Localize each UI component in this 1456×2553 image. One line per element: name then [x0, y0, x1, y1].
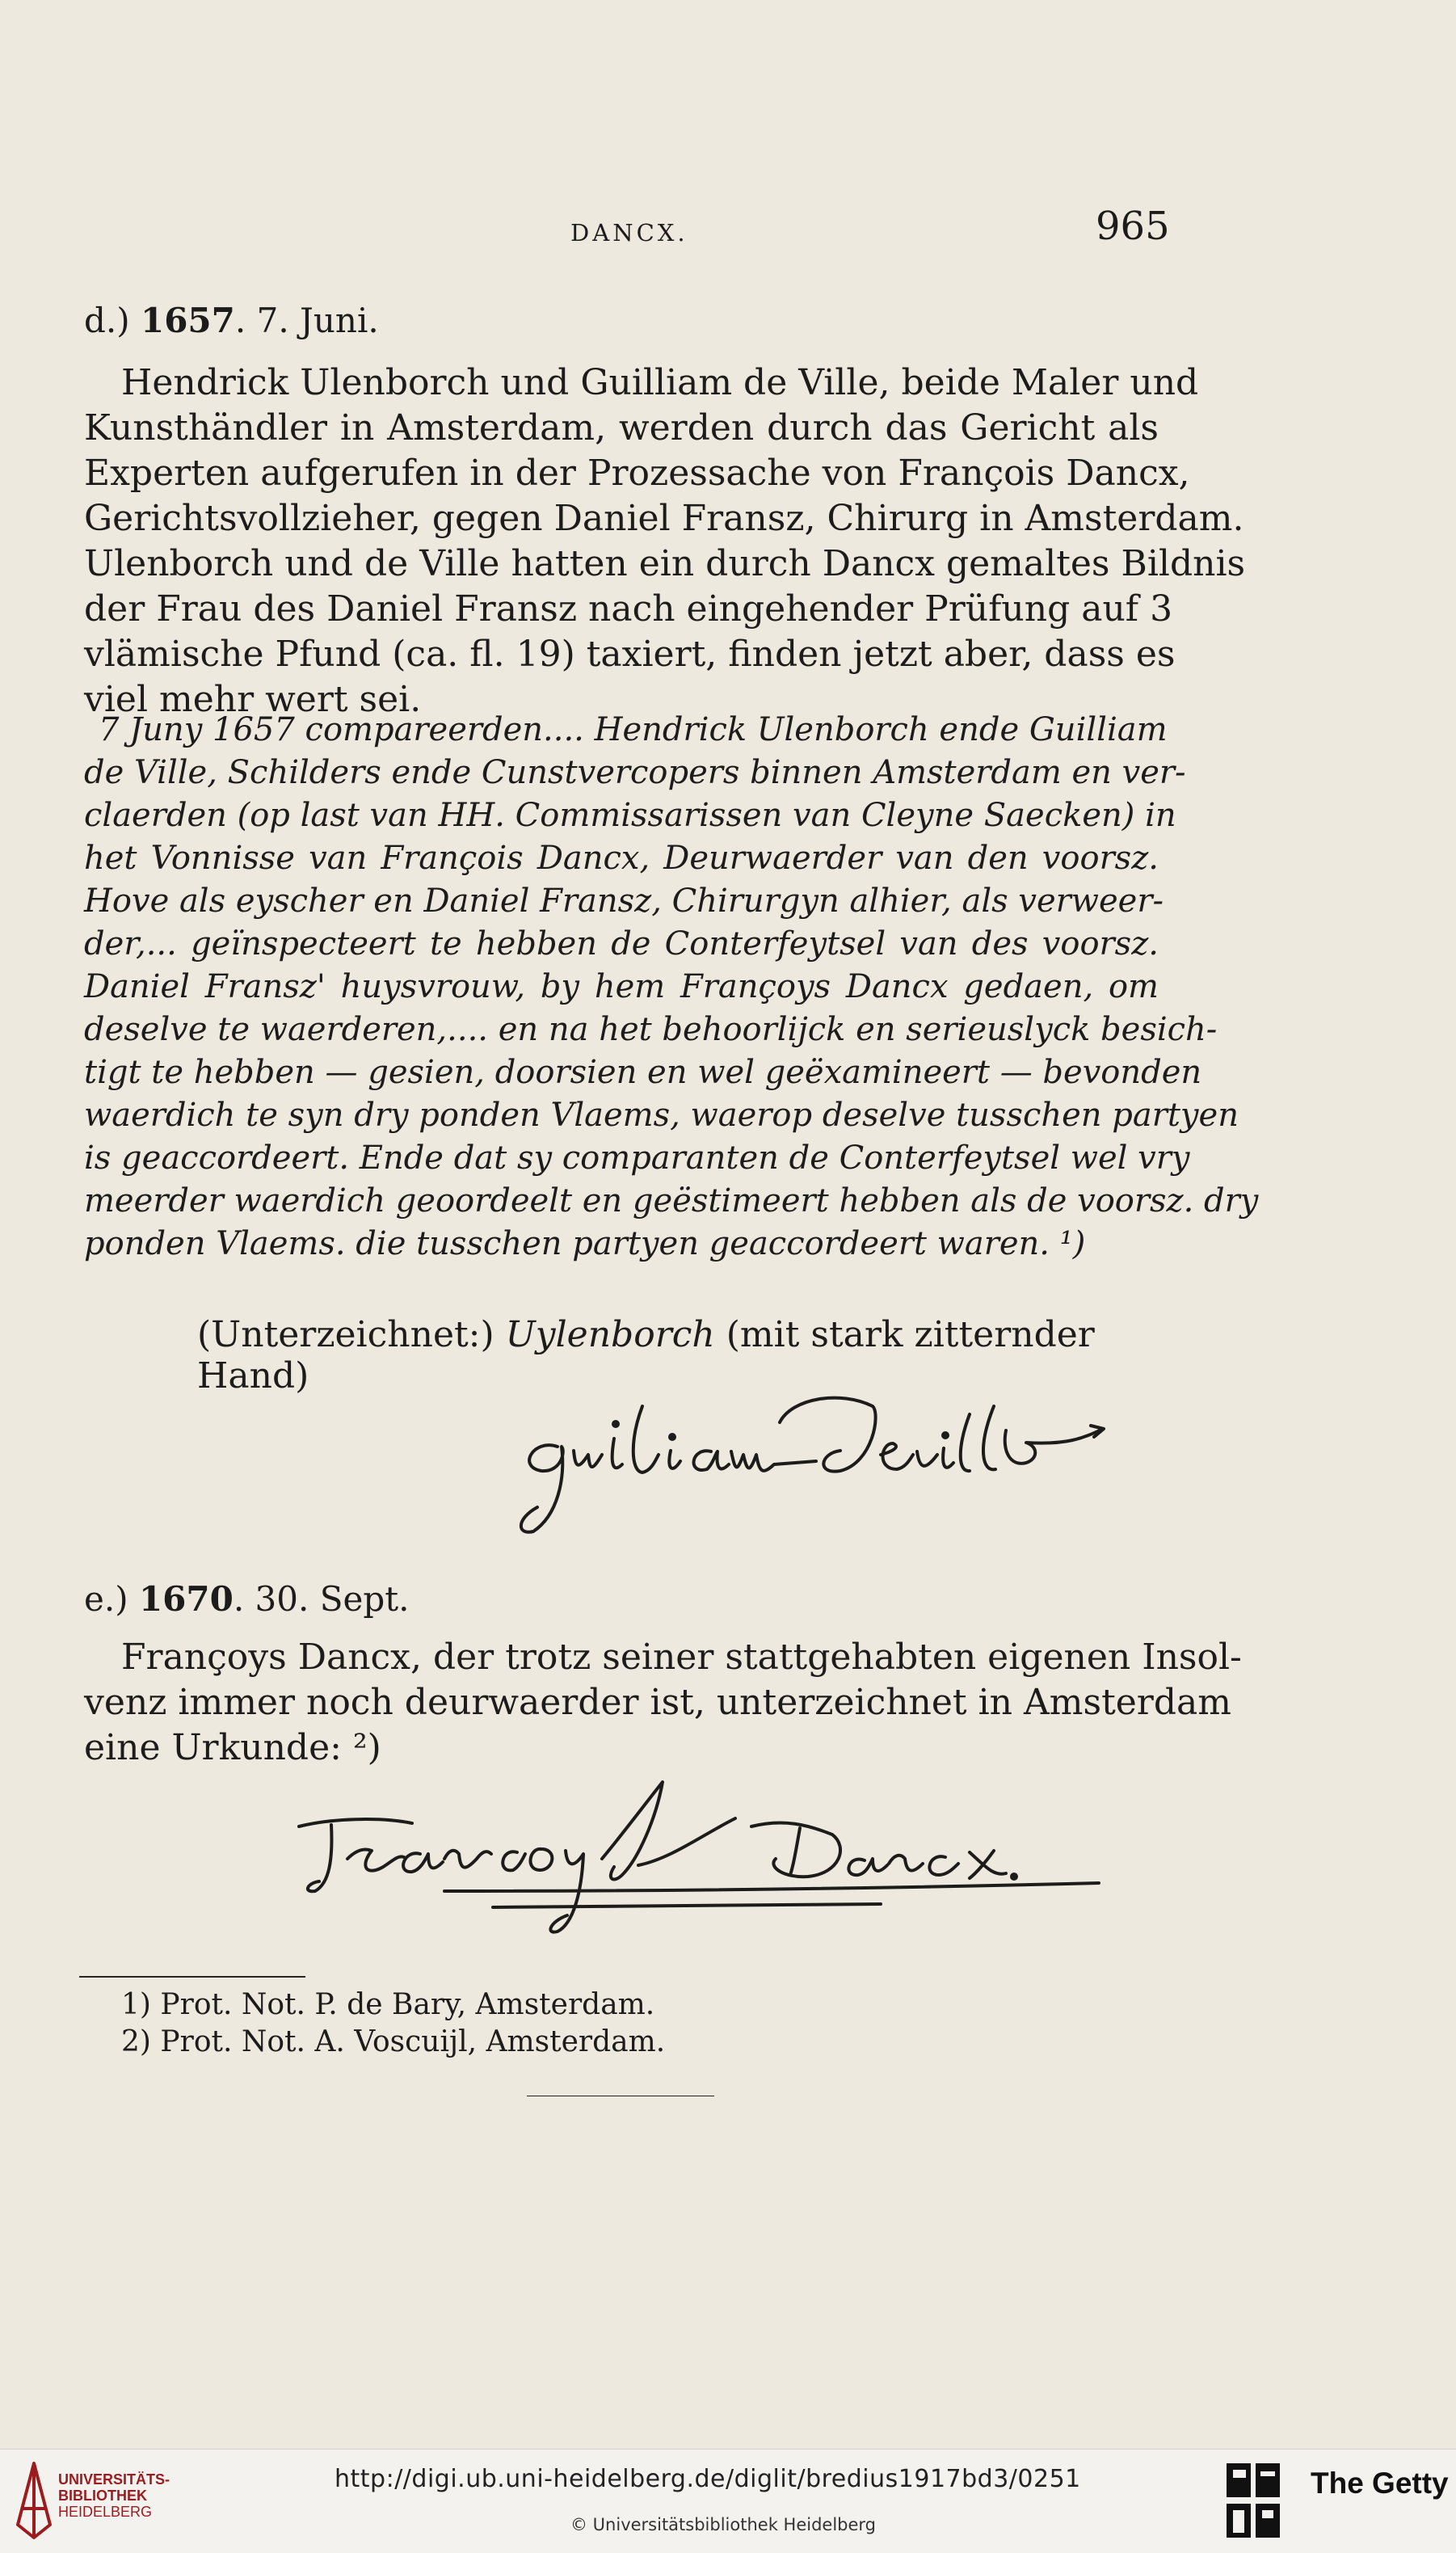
paragraph-line: viel mehr wert sei. [84, 679, 422, 720]
quote-line: waerdich te syn dry ponden Vlaems, waerop deselve tusschen partyen [84, 1097, 1239, 1134]
running-header: DANCX. [570, 219, 688, 246]
quote-line: Daniel Fransz' huysvrouw, by hem Françoys Dancx gedaen, om [84, 968, 1159, 1005]
quote-line: ponden Vlaems. die tusschen partyen geaccordeert waren. ¹) [84, 1225, 1086, 1262]
footnote-rule [79, 1976, 305, 1978]
paragraph-line: Experten aufgerufen in der Prozessache von François Dancx, [84, 453, 1190, 494]
quote-line: het Vonnisse van François Dancx, Deurwaerder van den voorsz. [84, 840, 1159, 877]
library-logo-icon [15, 2460, 53, 2541]
getty-logo-icon [1225, 2462, 1283, 2542]
section-e-heading: e.) 1670. 30. Sept. [84, 1579, 410, 1619]
paragraph-line: Gerichtsvollzieher, gegen Daniel Fransz, Chirurg in Amsterdam. [84, 498, 1244, 539]
paragraph-line: Kunsthändler in Amsterdam, werden durch das Gericht als [84, 407, 1159, 449]
library-name: UNIVERSITÄTS- BIBLIOTHEK HEIDELBERG [58, 2471, 170, 2520]
quote-line: meerder waerdich geoordeelt en geëstimeert hebben als de voorsz. dry [84, 1182, 1259, 1220]
signature-francoys-dancx [283, 1770, 1172, 1956]
quote-line: tigt te hebben — gesien, doorsien en wel geëxamineert — bevonden [84, 1054, 1202, 1091]
footnote-2: 2) Prot. Not. A. Voscuijl, Amsterdam. [121, 2025, 666, 2058]
paragraph-line: eine Urkunde: ²) [84, 1727, 381, 1768]
paragraph-line: Hendrick Ulenborch und Guilliam de Ville, beide Maler und [121, 362, 1199, 403]
signed-note: (mit stark zitternder Hand) [197, 1314, 1095, 1397]
quote-line: 7 Juny 1657 compareerden.... Hendrick Ulenborch ende Guilliam [99, 711, 1168, 748]
footnote-1: 1) Prot. Not. P. de Bary, Amsterdam. [121, 1988, 655, 2021]
quote-line: deselve te waerderen,.... en na het behoorlijck en serieuslyck besich- [84, 1011, 1218, 1048]
paragraph-line: Ulenborch und de Ville hatten ein durch Dancx gemaltes Bildnis [84, 543, 1246, 584]
quote-line: Hove als eyscher en Daniel Fransz, Chirurgyn alhier, als verweer- [84, 883, 1164, 920]
quote-line: is geaccordeert. Ende dat sy comparanten de Conterfeytsel wel vry [84, 1140, 1190, 1177]
section-d-heading: d.) 1657. 7. Juni. [84, 301, 379, 340]
signed-name: Uylenborch [505, 1314, 715, 1355]
signature-guiliam-de-ville [501, 1374, 1123, 1544]
paragraph-line: venz immer noch deurwaerder ist, unterzeichnet in Amsterdam [84, 1682, 1231, 1723]
paragraph-line: Françoys Dancx, der trotz seiner stattgehabten eigenen Insol- [121, 1637, 1242, 1678]
section-d-year: 1657 [140, 301, 235, 340]
quote-line: claerden (op last van HH. Commissarissen van Cleyne Saecken) in [84, 797, 1176, 834]
paragraph-line: der Frau des Daniel Fransz nach eingehender Prüfung auf 3 [84, 588, 1173, 630]
quote-line: de Ville, Schilders ende Cunstvercopers binnen Amsterdam en ver- [84, 754, 1186, 791]
copyright-notice: © Universitätsbibliothek Heidelberg [570, 2515, 877, 2534]
partner-name: The Getty [1311, 2467, 1449, 2500]
section-e-year: 1670 [138, 1579, 234, 1619]
permalink-url[interactable]: http://digi.ub.uni-heidelberg.de/diglit/bredius1917bd3/0251 [335, 2465, 1081, 2493]
signed-prefix: (Unterzeichnet:) [197, 1314, 494, 1355]
paragraph-line: vlämische Pfund (ca. fl. 19) taxiert, finden jetzt aber, dass es [84, 634, 1176, 675]
page-number: 965 [1096, 204, 1170, 249]
quote-line: der,... geïnspecteert te hebben de Conterfeytsel van des voorsz. [84, 925, 1159, 963]
